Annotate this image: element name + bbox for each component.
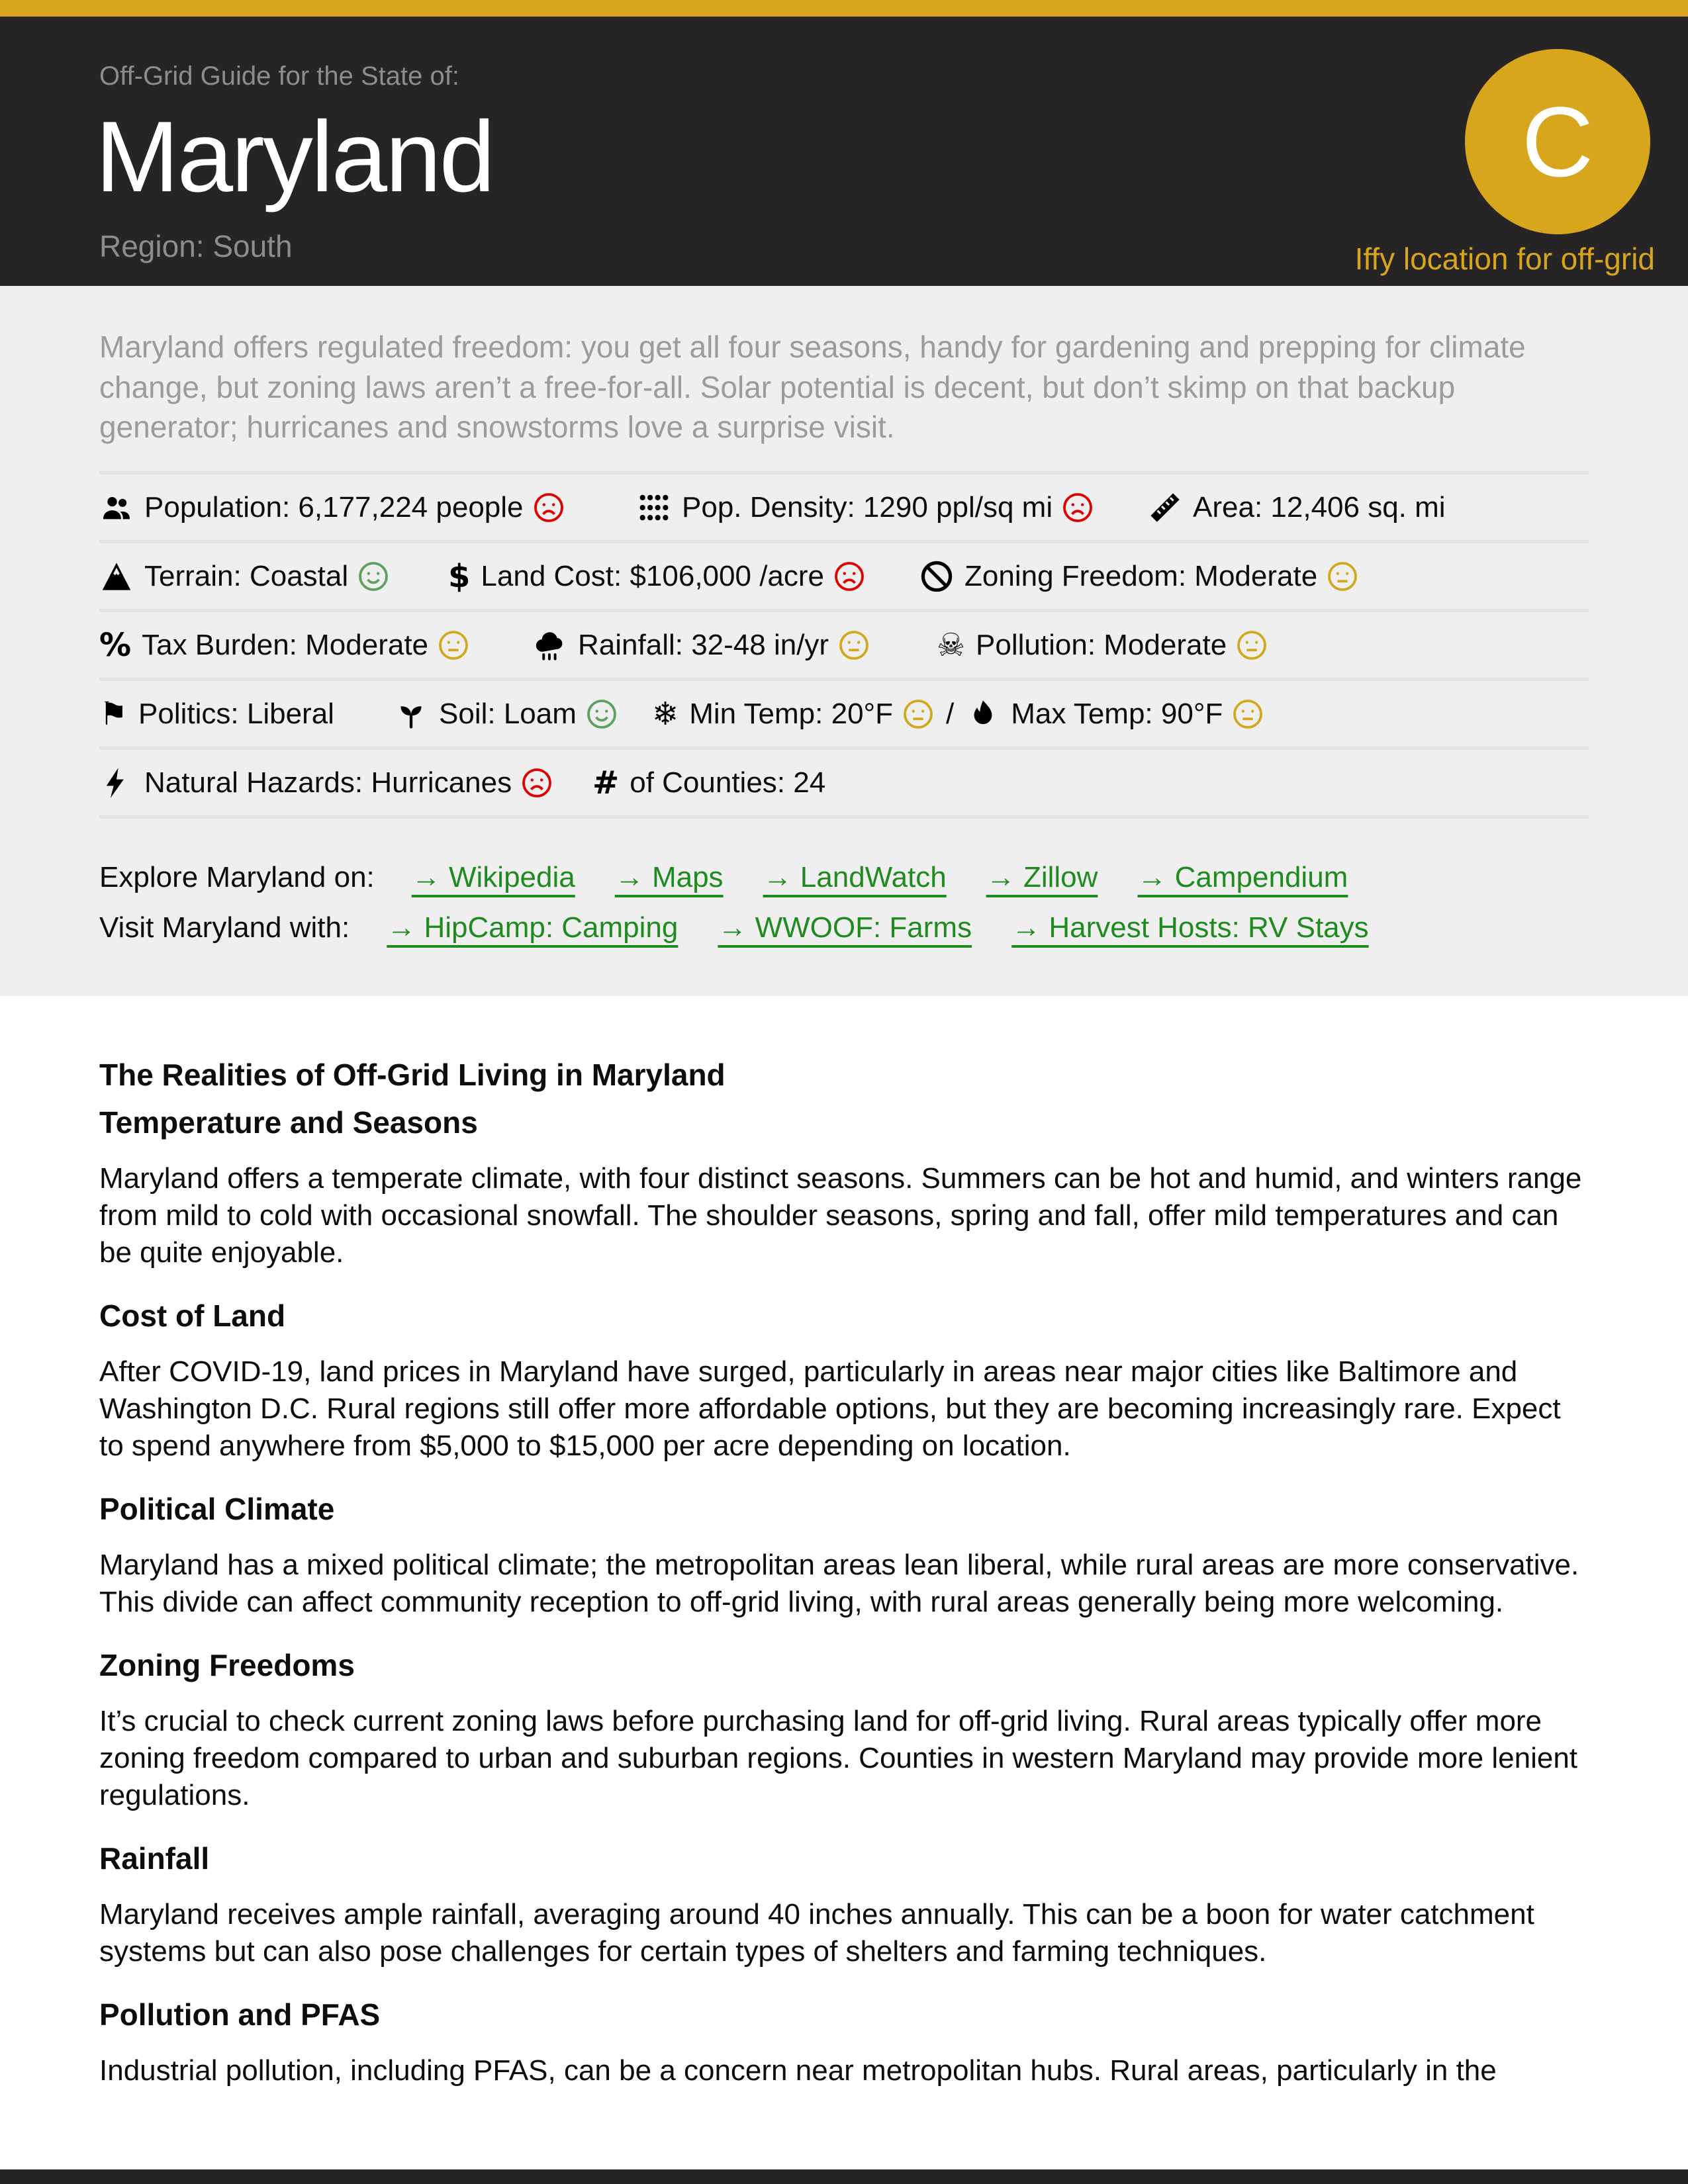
stat-soil bbox=[394, 697, 652, 731]
stat-counties bbox=[592, 766, 825, 799]
stats-row-5 bbox=[99, 747, 1589, 815]
sentiment-face-icon bbox=[357, 561, 389, 592]
grade-badge bbox=[1465, 49, 1650, 234]
stats-row-3 bbox=[99, 609, 1589, 678]
seedling-icon bbox=[394, 697, 428, 731]
stat-area bbox=[1148, 490, 1446, 525]
eyebrow-text: Off-Grid Guide for the State of: bbox=[99, 62, 459, 91]
stat-text: Min Temp: 20°F bbox=[689, 697, 894, 730]
stat-max-temp bbox=[966, 697, 1264, 731]
stats-row-1 bbox=[99, 471, 1589, 540]
stats-row-2 bbox=[99, 540, 1589, 609]
stat-pollution bbox=[937, 626, 1268, 664]
stat-rainfall bbox=[533, 628, 937, 662]
external-links bbox=[99, 861, 1589, 944]
link-wikipedia[interactable]: → Wikipedia bbox=[411, 861, 575, 894]
mountain-icon bbox=[99, 559, 134, 594]
bottom-accent-bar bbox=[0, 2169, 1688, 2184]
no-entry-icon bbox=[919, 559, 954, 594]
stat-text: Max Temp: 90°F bbox=[1011, 697, 1223, 730]
stat-text: Land Cost: $106,000 /acre bbox=[481, 559, 825, 592]
link-maps[interactable]: → Maps bbox=[614, 861, 724, 894]
sentiment-face-icon bbox=[533, 492, 565, 523]
top-accent-bar bbox=[0, 0, 1688, 17]
section-paragraph: It’s crucial to check current zoning laws before purchasing land for off-grid living. Rural areas typically offer more zoning freedom compared to urban and suburban regions. Counties in western Maryland may provide more lenient regulations. bbox=[99, 1705, 1578, 1812]
rain-cloud-icon bbox=[533, 628, 567, 662]
sentiment-face-icon bbox=[838, 629, 870, 661]
explore-links-row bbox=[99, 861, 1589, 894]
stat-text: Natural Hazards: Hurricanes bbox=[144, 766, 512, 799]
stat-text: Rainfall: 32-48 in/yr bbox=[578, 628, 829, 661]
link-campendium[interactable]: → Campendium bbox=[1137, 861, 1348, 894]
stat-text: Area: 12,406 sq. mi bbox=[1193, 490, 1446, 523]
stats-table bbox=[99, 471, 1589, 819]
sentiment-face-icon bbox=[833, 561, 865, 592]
stat-tax-burden bbox=[99, 626, 533, 664]
stat-land-cost bbox=[448, 557, 919, 595]
hash-icon: # bbox=[592, 764, 620, 801]
stat-text: Politics: Liberal bbox=[138, 697, 334, 730]
section-paragraph: Maryland receives ample rainfall, averaging around 40 inches annually. This can be a boon for water catchment systems but can also pose challenges for certain types of shelters and farming techniques. bbox=[99, 1898, 1534, 1968]
section-paragraph: After COVID-19, land prices in Maryland have surged, particularly in areas near major cities like Baltimore and Washington D.C. Rural regions still offer more affordable options, but they are becoming increasingly rare. Expect to spend anywhere from $5,000 to $15,000 per acre depending on location. bbox=[99, 1355, 1561, 1463]
sentiment-face-icon bbox=[1232, 698, 1264, 730]
snowflake-icon: ❄ bbox=[652, 695, 679, 733]
state-summary: Maryland offers regulated freedom: you get all four seasons, handy for gardening and prepping for climate change, but zoning laws aren’t a free-for-all. Solar potential is decent, but don’t skimp on that backup generator; hurricanes and snowstorms love a surprise visit. bbox=[99, 330, 1526, 445]
stat-text: Terrain: Coastal bbox=[144, 559, 349, 592]
section-paragraph: Maryland has a mixed political climate; the metropolitan areas lean liberal, while rural areas are more conservative. This divide can affect community reception to off-grid living, with rural areas generally being more welcoming. bbox=[99, 1549, 1579, 1619]
article-title: The Realities of Off-Grid Living in Maryland bbox=[99, 1058, 726, 1093]
region-subtitle: Region: South bbox=[99, 229, 293, 263]
population-icon bbox=[99, 490, 134, 525]
stat-text: Zoning Freedom: Moderate bbox=[964, 559, 1318, 592]
section-heading-political-climate: Political Climate bbox=[99, 1492, 335, 1527]
section-heading-rainfall: Rainfall bbox=[99, 1841, 210, 1876]
page-header bbox=[0, 17, 1688, 286]
stat-min-temp bbox=[652, 695, 934, 733]
density-icon bbox=[637, 490, 671, 525]
stat-natural-hazards bbox=[99, 766, 592, 800]
stat-pop-density bbox=[637, 490, 1148, 525]
lightning-bolt-icon bbox=[99, 766, 134, 800]
visit-label: Visit Maryland with: bbox=[99, 911, 350, 944]
page-title: Maryland bbox=[95, 101, 494, 213]
stat-politics bbox=[99, 695, 394, 733]
stat-text: Population: 6,177,224 people bbox=[144, 490, 524, 523]
stat-text: Pop. Density: 1290 ppl/sq mi bbox=[682, 490, 1053, 523]
article-body bbox=[0, 996, 1688, 2089]
stat-text: of Counties: 24 bbox=[630, 766, 826, 799]
sentiment-face-icon bbox=[1236, 629, 1268, 661]
percent-icon: % bbox=[99, 626, 132, 664]
stats-row-4 bbox=[99, 678, 1589, 747]
explore-label: Explore Maryland on: bbox=[99, 861, 375, 894]
link-landwatch[interactable]: → LandWatch bbox=[763, 861, 947, 894]
section-paragraph: Maryland offers a temperate climate, with four distinct seasons. Summers can be hot and humid, and winters range from mild to cold with occasional snowfall. The shoulder seasons, spring and fall, offer mild temperatures and can be quite enjoyable. bbox=[99, 1162, 1582, 1269]
summary-band bbox=[0, 286, 1688, 996]
area-ruler-icon bbox=[1148, 490, 1182, 525]
sentiment-face-icon bbox=[1062, 492, 1094, 523]
section-paragraph: Industrial pollution, including PFAS, can be a concern near metropolitan hubs. Rural areas, particularly in the bbox=[99, 2054, 1497, 2087]
stat-text: Tax Burden: Moderate bbox=[142, 628, 429, 661]
dollar-icon: $ bbox=[448, 557, 471, 595]
grade-letter: C bbox=[1521, 86, 1594, 197]
link-zillow[interactable]: → Zillow bbox=[986, 861, 1098, 894]
flame-icon bbox=[966, 697, 1000, 731]
temp-separator: / bbox=[946, 697, 955, 730]
visit-links-row bbox=[99, 911, 1589, 944]
sentiment-face-icon bbox=[902, 698, 934, 730]
section-heading-pollution-pfas: Pollution and PFAS bbox=[99, 1997, 381, 2032]
stat-zoning-freedom bbox=[919, 559, 1358, 594]
sentiment-face-icon bbox=[438, 629, 469, 661]
sentiment-face-icon bbox=[521, 767, 553, 799]
section-heading-zoning-freedoms: Zoning Freedoms bbox=[99, 1648, 355, 1683]
section-heading-temperature: Temperature and Seasons bbox=[99, 1105, 478, 1140]
link-harvest-hosts[interactable]: → Harvest Hosts: RV Stays bbox=[1011, 911, 1369, 944]
section-heading-cost-of-land: Cost of Land bbox=[99, 1298, 286, 1334]
sentiment-face-icon bbox=[586, 698, 618, 730]
grade-caption: Iffy location for off-grid bbox=[1354, 242, 1655, 276]
stat-text: Pollution: Moderate bbox=[976, 628, 1227, 661]
sentiment-face-icon bbox=[1327, 561, 1358, 592]
link-wwoof[interactable]: → WWOOF: Farms bbox=[718, 911, 972, 944]
stat-text: Soil: Loam bbox=[439, 697, 577, 730]
flag-icon: ⚑ bbox=[99, 695, 128, 733]
stat-terrain bbox=[99, 559, 448, 594]
skull-crossbones-icon: ☠ bbox=[937, 626, 966, 664]
link-hipcamp[interactable]: → HipCamp: Camping bbox=[387, 911, 679, 944]
stat-population bbox=[99, 490, 637, 525]
